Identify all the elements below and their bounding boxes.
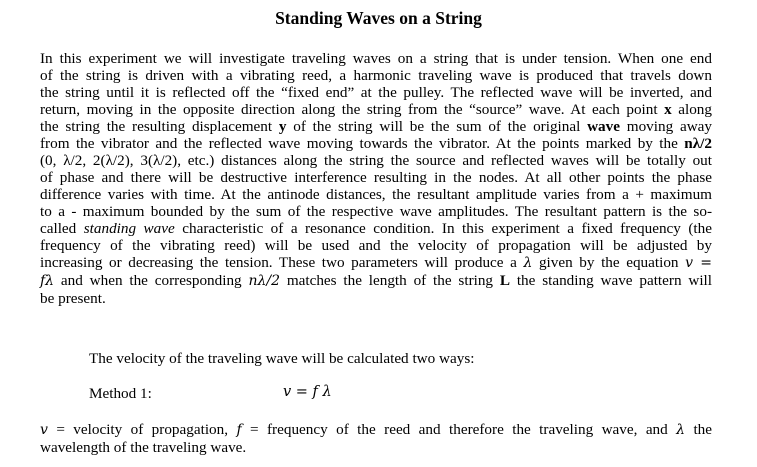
- method-1-label: Method 1:: [89, 385, 152, 402]
- text-span: the string the resulting displacement: [40, 118, 279, 135]
- text-span: the standing wave pattern will: [510, 272, 712, 289]
- text-span: the: [685, 421, 712, 438]
- text-span: called: [40, 220, 84, 237]
- paragraph-line: the string until it is reflected off the “fixed end” at the pulley. The reflected wave will be inverted, and: [40, 84, 712, 101]
- italic-standing-wave: standing wave: [83, 220, 175, 237]
- paragraph-line: [40, 272, 712, 290]
- bold-wave: wave: [587, 118, 620, 135]
- text-span: = frequency of the reed and therefore the traveling wave, and: [241, 421, 677, 438]
- symbol-n-lambda: nλ/2: [248, 273, 280, 289]
- symbol-lambda: λ: [523, 255, 533, 271]
- paragraph-line: of the string is driven with a vibrating reed, a harmonic traveling wave is produced that travels down: [40, 67, 712, 84]
- paragraph-line: [40, 220, 712, 237]
- paragraph-line: [40, 101, 712, 118]
- paragraph-line: be present.: [40, 290, 106, 307]
- text-span: from the vibrator and the reflected wave moving towards the vibrator. At the points marked by the: [40, 135, 685, 152]
- paragraph-line: to a - maximum bounded by the sum of the respective wave amplitudes. The resultant pattern is the so-: [40, 203, 712, 220]
- text-span: and when the corresponding: [54, 272, 249, 289]
- variable-L: L: [499, 272, 510, 289]
- method-1-equation: v = f λ: [283, 384, 332, 400]
- document-title: Standing Waves on a String: [275, 8, 482, 28]
- paragraph-line: [40, 254, 712, 272]
- equation-fragment: v =: [685, 255, 713, 271]
- paragraph-line: In this experiment we will investigate traveling waves on a string that is under tension. When one end: [40, 50, 712, 67]
- main-paragraph: [40, 50, 712, 307]
- paragraph-line: (0, λ/2, 2(λ/2), 3(λ/2), etc.) distances along the string the source and reflected waves will be totally out: [40, 152, 712, 169]
- paragraph-line: of phase and there will be destructive interference resulting in the nodes. At all other points the phase: [40, 169, 712, 186]
- bold-n-lambda: nλ/2: [684, 135, 712, 152]
- paragraph-line: [40, 135, 712, 152]
- definition-line: wavelength of the traveling wave.: [40, 439, 247, 456]
- text-span: characteristic of a resonance condition. In this experiment a fixed frequency (the: [174, 220, 712, 237]
- text-span: matches the length of the string: [279, 272, 500, 289]
- symbol-v: v: [40, 422, 48, 438]
- paragraph-line: [40, 118, 712, 135]
- variable-x: x: [664, 101, 672, 118]
- text-span: given by the equation: [532, 254, 686, 271]
- text-span: return, moving in the opposite direction along the string from the “source” wave. At each point: [40, 101, 665, 118]
- symbol-lambda: λ: [676, 422, 686, 438]
- definitions-paragraph: [40, 421, 712, 456]
- equation-fragment: fλ: [40, 273, 55, 289]
- symbol-f: f: [236, 422, 242, 438]
- definition-line: [40, 421, 712, 439]
- text-span: = velocity of propagation,: [47, 421, 237, 438]
- variable-y: y: [278, 118, 287, 135]
- text-span: of the string will be the sum of the original: [286, 118, 588, 135]
- velocity-intro: The velocity of the traveling wave will be calculated two ways:: [89, 350, 475, 367]
- text-span: moving away: [620, 118, 713, 135]
- paragraph-line: frequency of the vibrating reed) will be used and the velocity of propagation will be adjusted by: [40, 237, 712, 254]
- text-span: increasing or decreasing the tension. These two parameters will produce a: [40, 254, 524, 271]
- paragraph-line: difference varies with time. At the antinode distances, the resultant amplitude varies from a + maximum: [40, 186, 712, 203]
- text-span: along: [671, 101, 712, 118]
